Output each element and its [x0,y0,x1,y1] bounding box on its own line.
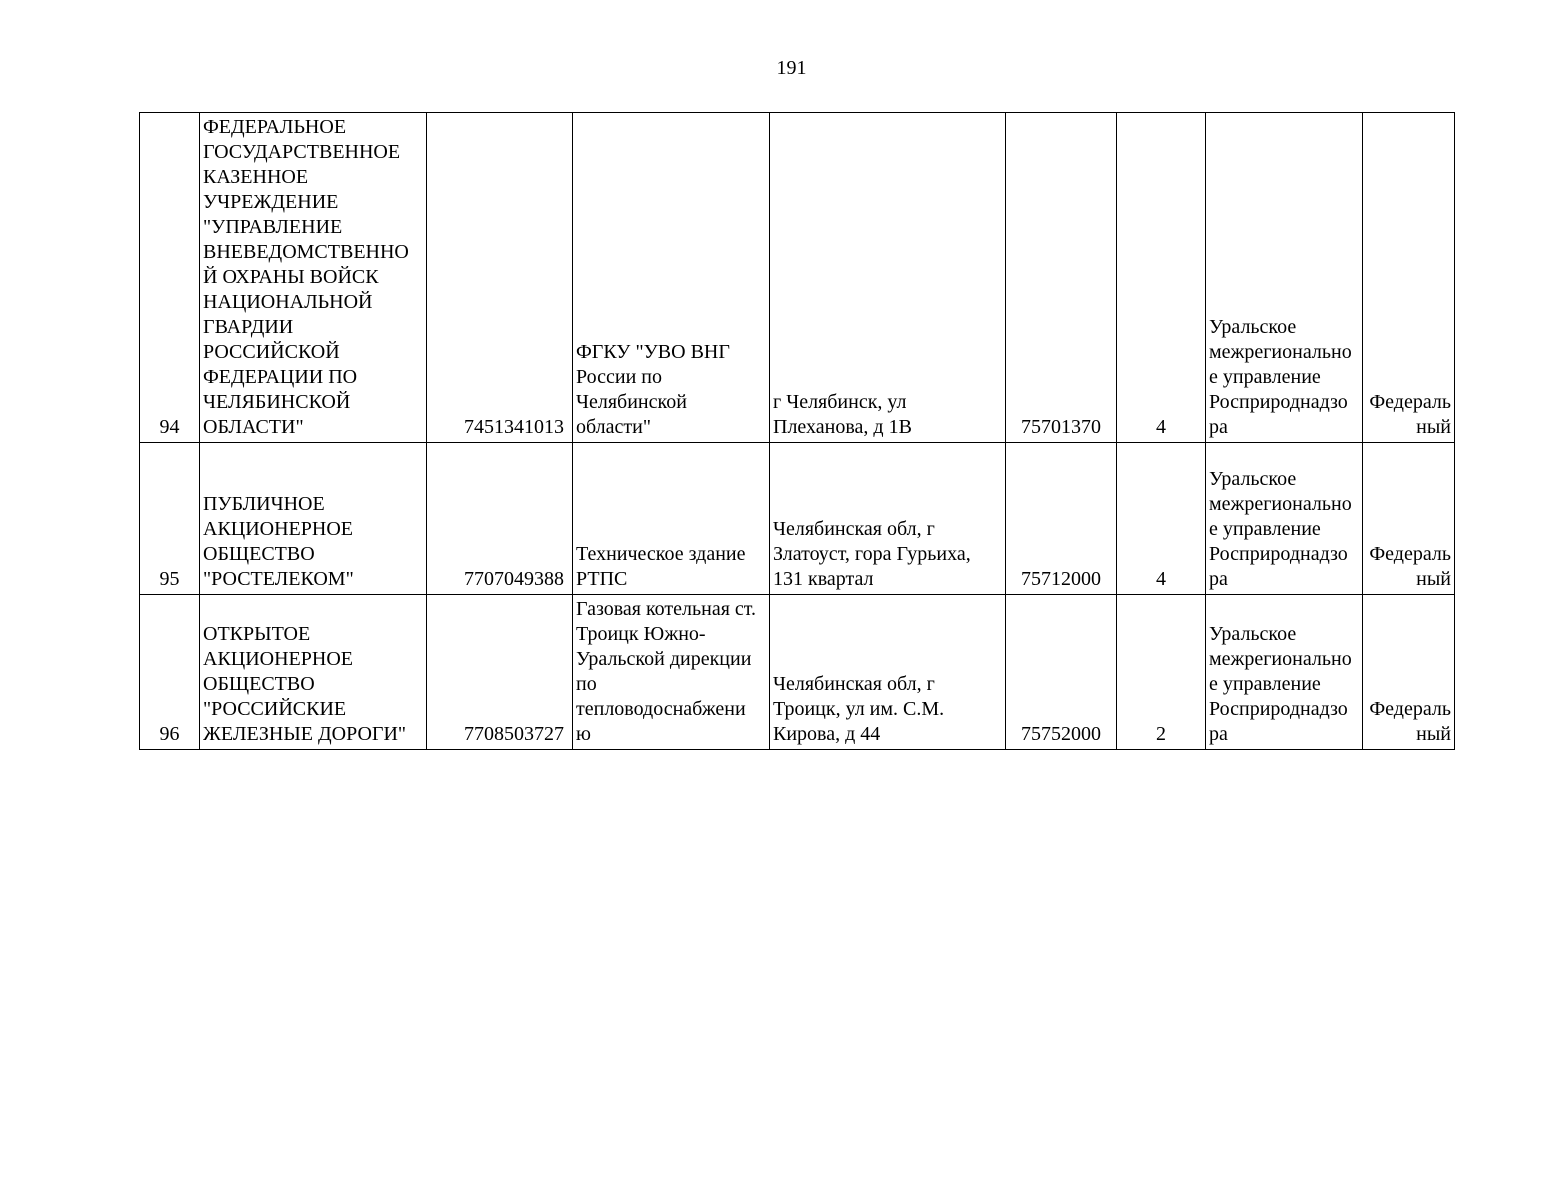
department-cell: Уральское межрегионально е управление Росприроднадзо ра [1206,595,1363,750]
row-number-cell: 95 [140,443,200,595]
page-number: 191 [776,57,807,79]
oktmo-cell: 75701370 [1006,113,1117,443]
level-cell: Федераль ный [1363,113,1455,443]
table-row [140,595,1455,750]
organization-cell: ФЕДЕРАЛЬНОЕ ГОСУДАРСТВЕННОЕ КАЗЕННОЕ УЧРЕЖДЕНИЕ "УПРАВЛЕНИЕ ВНЕВЕДОМСТВЕННО Й ОХРАНЫ ВОЙСК НАЦИОНАЛЬНОЙ ГВАРДИИ РОССИЙСКОЙ ФЕДЕРАЦИИ ПО ЧЕЛЯБИНСКОЙ ОБЛАСТИ" [200,113,427,443]
row-number-cell: 94 [140,113,200,443]
level-cell: Федераль ный [1363,595,1455,750]
object-name-cell: ФГКУ "УВО ВНГ России по Челябинской области" [573,113,770,443]
category-cell: 2 [1117,595,1206,750]
table-row [140,443,1455,595]
organization-cell: ОТКРЫТОЕ АКЦИОНЕРНОЕ ОБЩЕСТВО "РОССИЙСКИЕ ЖЕЛЕЗНЫЕ ДОРОГИ" [200,595,427,750]
object-name-cell: Техническое здание РТПС [573,443,770,595]
inn-cell: 7451341013 [427,113,573,443]
registry-table [139,112,1455,750]
address-cell: Челябинская обл, г Троицк, ул им. С.М. Кирова, д 44 [770,595,1006,750]
organization-cell: ПУБЛИЧНОЕ АКЦИОНЕРНОЕ ОБЩЕСТВО "РОСТЕЛЕКОМ" [200,443,427,595]
department-cell: Уральское межрегионально е управление Росприроднадзо ра [1206,113,1363,443]
inn-cell: 7707049388 [427,443,573,595]
object-name-cell: Газовая котельная ст. Троицк Южно- Уральской дирекции по тепловодоснабжени ю [573,595,770,750]
oktmo-cell: 75752000 [1006,595,1117,750]
row-number-cell: 96 [140,595,200,750]
address-cell: Челябинская обл, г Златоуст, гора Гурьиха, 131 квартал [770,443,1006,595]
inn-cell: 7708503727 [427,595,573,750]
table-row [140,113,1455,443]
department-cell: Уральское межрегионально е управление Росприроднадзо ра [1206,443,1363,595]
category-cell: 4 [1117,113,1206,443]
oktmo-cell: 75712000 [1006,443,1117,595]
level-cell: Федераль ный [1363,443,1455,595]
address-cell: г Челябинск, ул Плеханова, д 1В [770,113,1006,443]
category-cell: 4 [1117,443,1206,595]
